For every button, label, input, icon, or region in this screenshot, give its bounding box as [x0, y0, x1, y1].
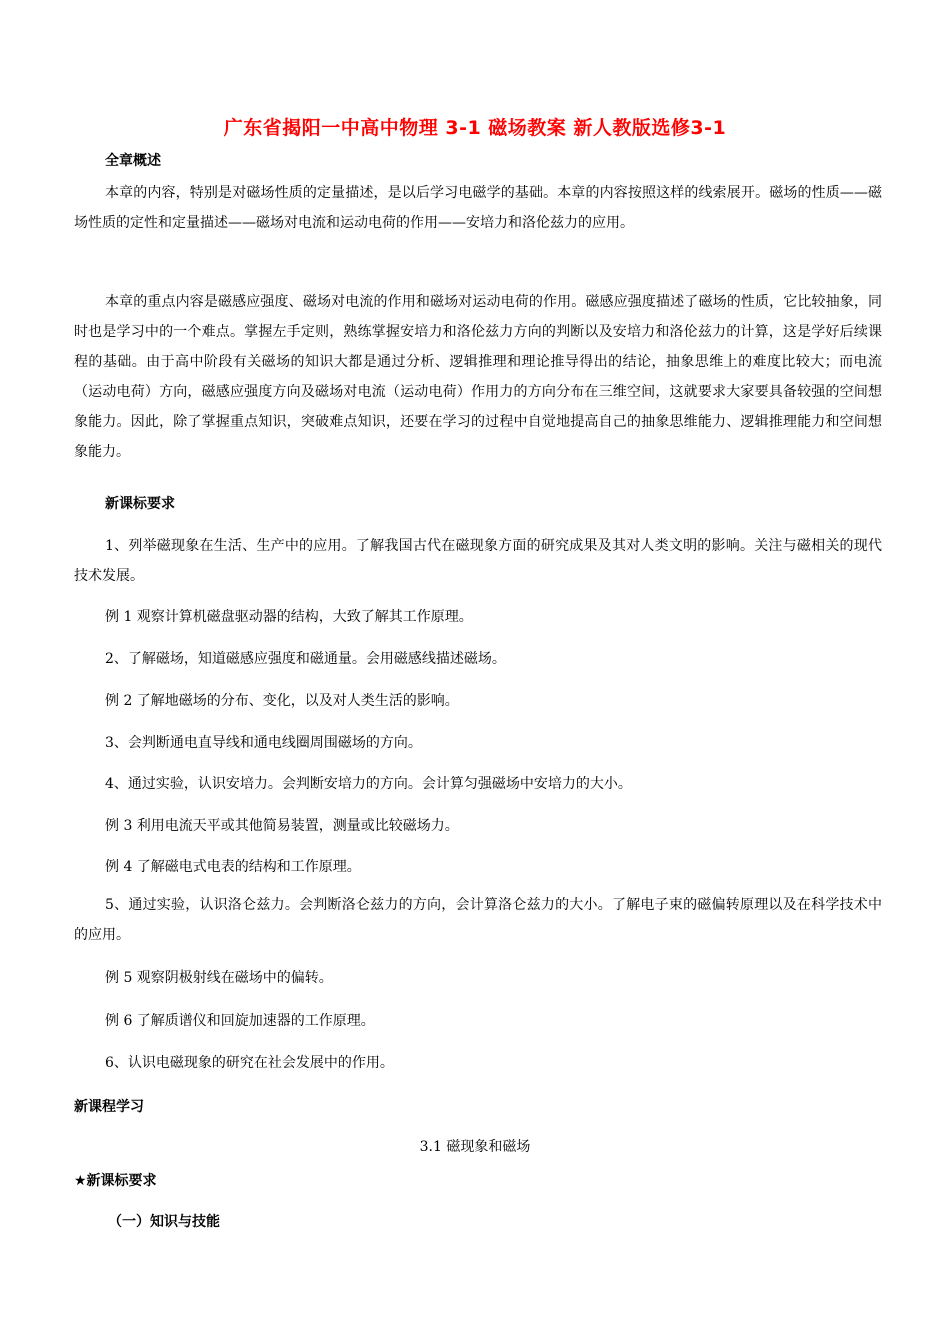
overview-paragraph-1: 本章的内容，特别是对磁场性质的定量描述，是以后学习电磁学的基础。本章的内容按照这样的线索展开。磁场的性质——磁场性质的定性和定量描述——磁场对电流和运动电荷的作用——安培力和洛伦兹力的应用。 — [74, 185, 882, 231]
document-title: 广东省揭阳一中高中物理 3-1 磁场教案 新人教版选修3-1 — [223, 117, 727, 139]
standard-item-4: 4、通过实验，认识安培力。会判断安培力的方向。会计算匀强磁场中安培力的大小。 — [105, 776, 632, 792]
example-3: 例 3 利用电流天平或其他简易装置，测量或比较磁场力。 — [105, 818, 459, 834]
standards-heading: 新课标要求 — [105, 496, 175, 512]
standard-item-3: 3、会判断通电直导线和通电线圈周围磁场的方向。 — [105, 735, 422, 751]
knowledge-skills-heading: （一）知识与技能 — [108, 1214, 220, 1230]
example-1: 例 1 观察计算机磁盘驱动器的结构，大致了解其工作原理。 — [105, 609, 473, 625]
standard-item-6: 6、认识电磁现象的研究在社会发展中的作用。 — [105, 1055, 394, 1071]
example-2: 例 2 了解地磁场的分布、变化，以及对人类生活的影响。 — [105, 693, 459, 709]
standard-item-2: 2、了解磁场，知道磁感应强度和磁通量。会用磁感线描述磁场。 — [105, 651, 506, 667]
course-sub-heading: ★新课标要求 — [74, 1173, 157, 1189]
standard-item-5: 5、通过实验，认识洛仑兹力。会判断洛仑兹力的方向，会计算洛仑兹力的大小。了解电子束的磁偏转原理以及在科学技术中的应用。 — [74, 897, 882, 943]
section-title: 3.1 磁现象和磁场 — [419, 1139, 531, 1155]
example-6: 例 6 了解质谱仪和回旋加速器的工作原理。 — [105, 1013, 375, 1029]
overview-paragraph-2: 本章的重点内容是磁感应强度、磁场对电流的作用和磁场对运动电荷的作用。磁感应强度描述了磁场的性质，它比较抽象，同时也是学习中的一个难点。掌握左手定则，熟练掌握安培力和洛伦兹力方向的判断以及安培力和洛伦兹力的计算，这是学好后续课程的基础。由于高中阶段有关磁场的知识大都是通过分析、逻辑推理和理论推导得出的结论，抽象思维上的难度比较大；而电流（运动电荷）方向，磁感应强度方向及磁场对电流（运动电荷）作用力的方向分布在三维空间，这就要求大家要具备较强的空间想象能力。因此，除了掌握重点知识，突破难点知识，还要在学习的过程中自觉地提高自己的抽象思维能力、逻辑推理能力和空间想象能力。 — [74, 294, 882, 460]
course-heading: 新课程学习 — [74, 1099, 144, 1115]
example-5: 例 5 观察阴极射线在磁场中的偏转。 — [105, 970, 333, 986]
overview-heading: 全章概述 — [105, 153, 161, 169]
standard-item-1: 1、列举磁现象在生活、生产中的应用。了解我国古代在磁现象方面的研究成果及其对人类文明的影响。关注与磁相关的现代技术发展。 — [74, 538, 882, 584]
example-4: 例 4 了解磁电式电表的结构和工作原理。 — [105, 859, 361, 875]
